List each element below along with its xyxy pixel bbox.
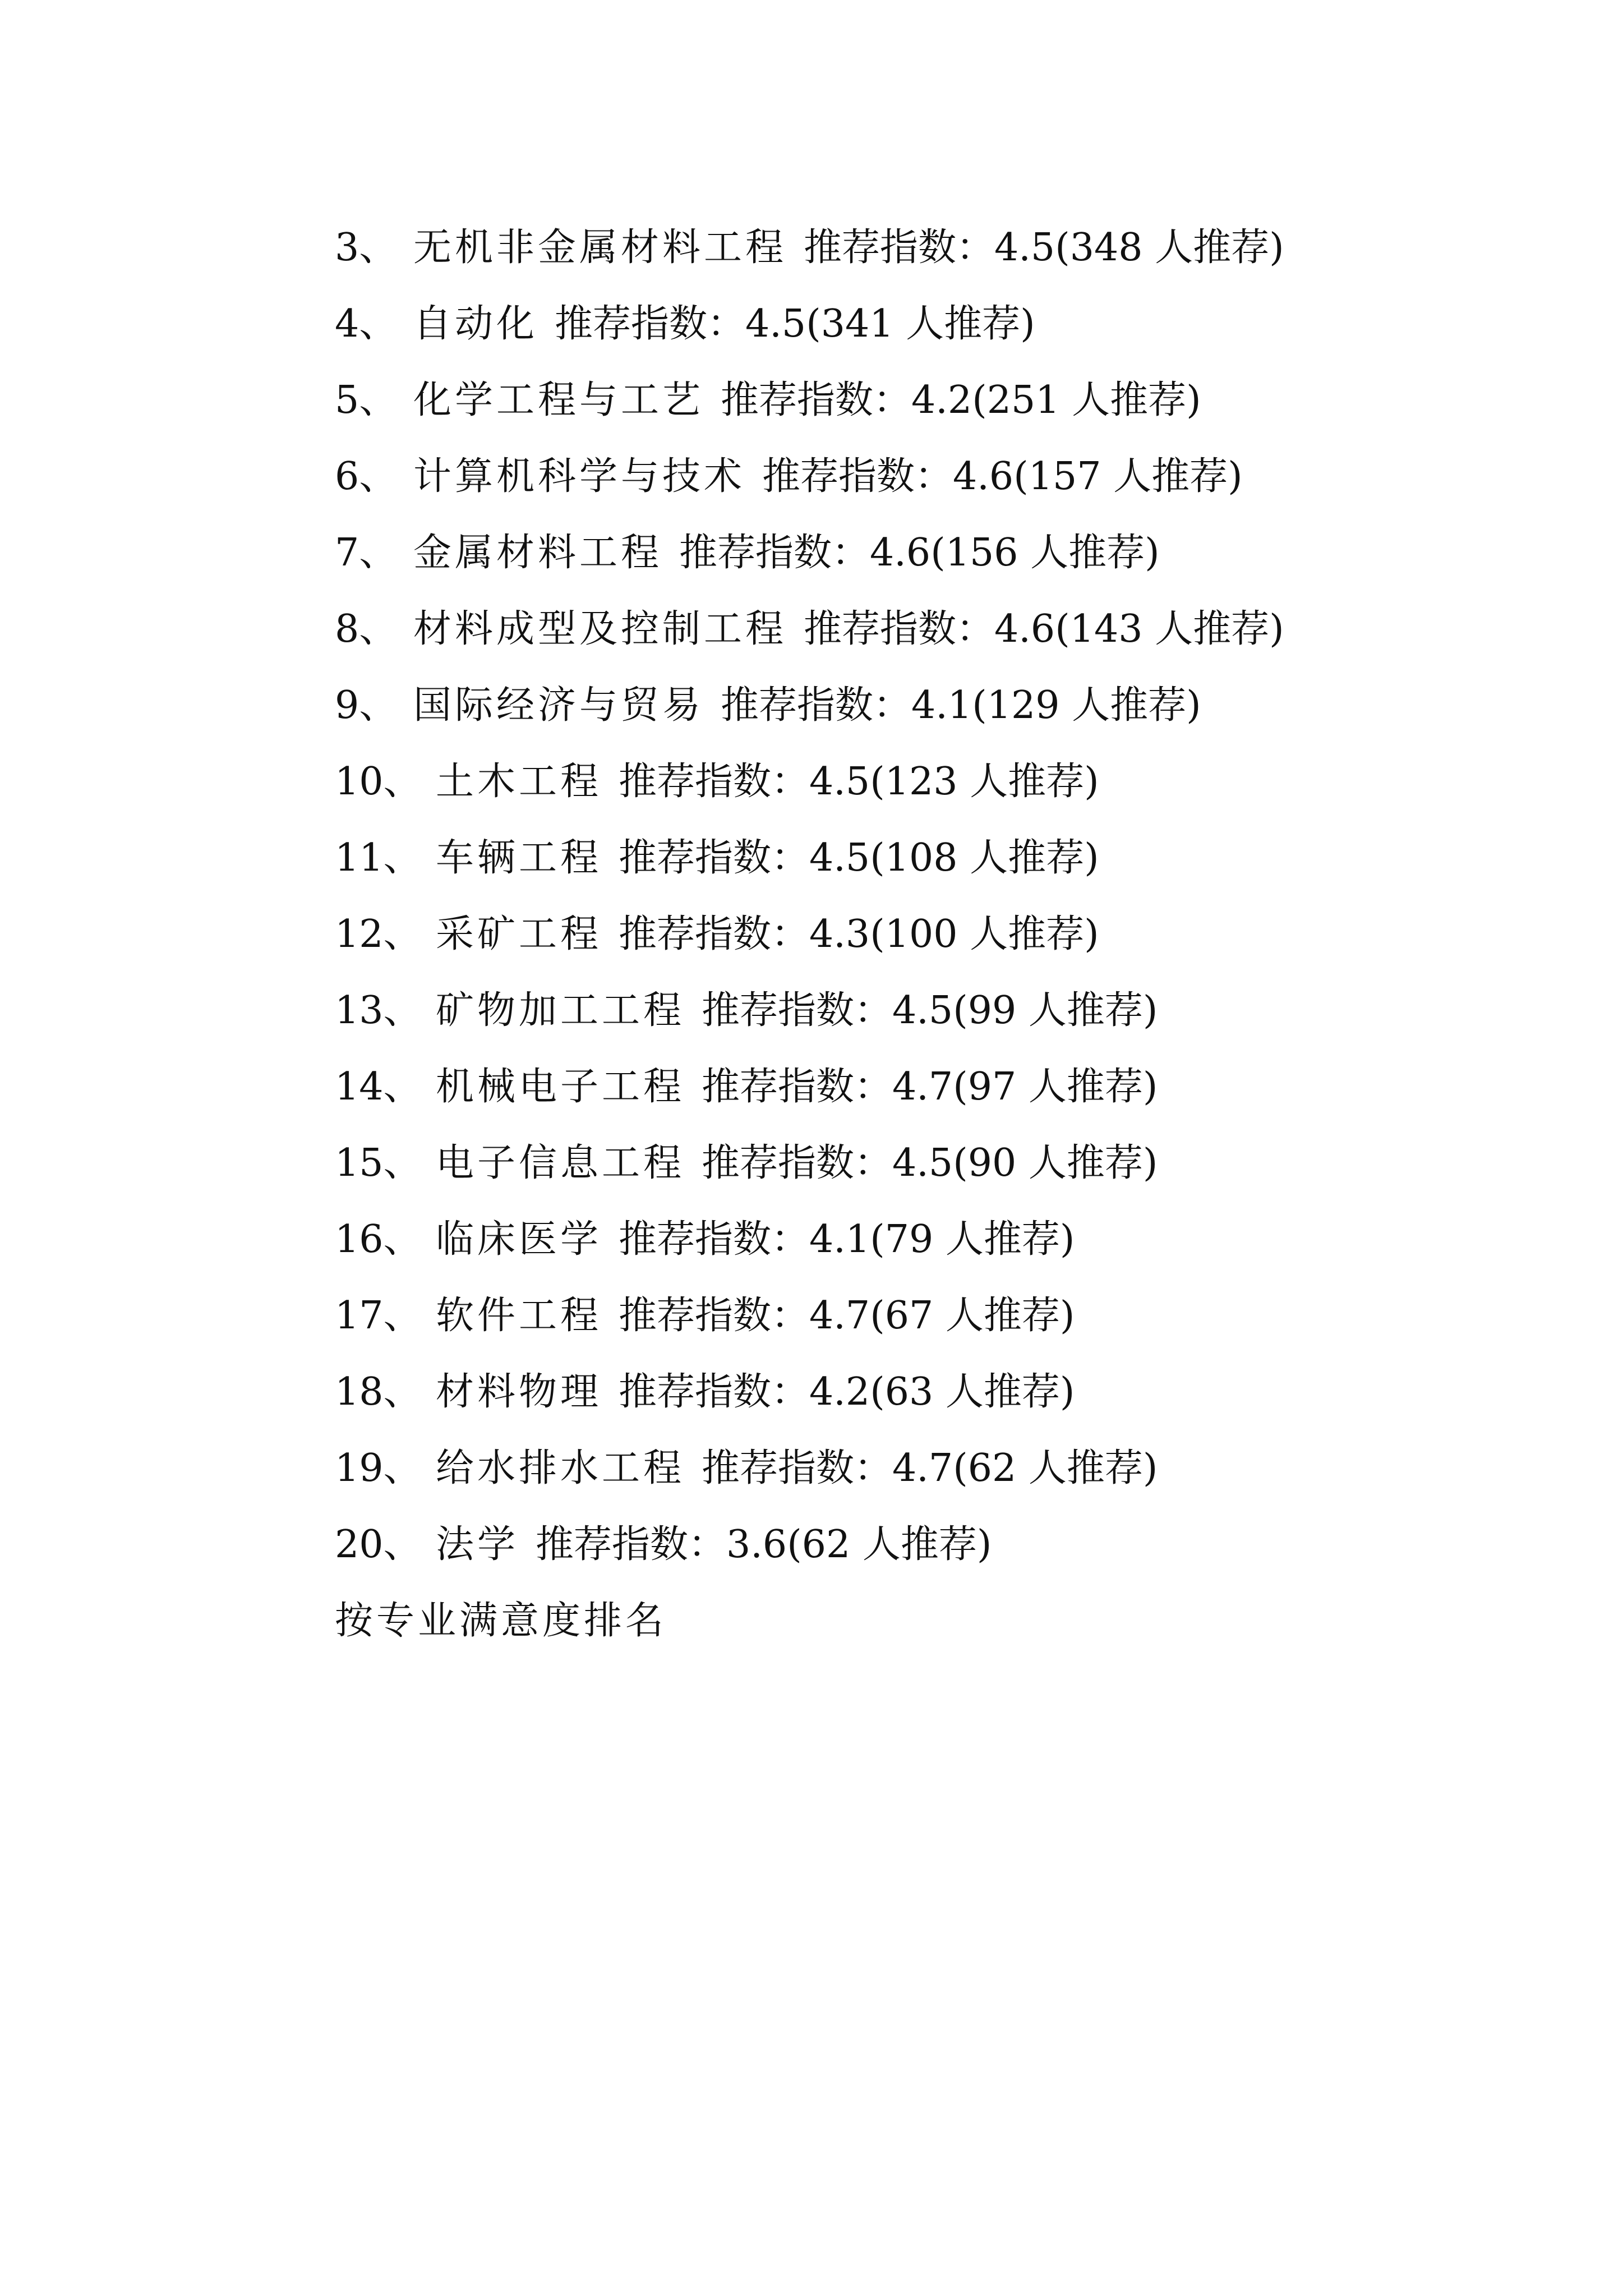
major-name: 临床医学 xyxy=(436,1217,602,1262)
item-number: 13、 xyxy=(335,988,422,1033)
recommend-label: 推荐指数： xyxy=(555,302,746,346)
list-item xyxy=(335,820,1484,896)
list-item xyxy=(335,1354,1484,1430)
major-name: 车辆工程 xyxy=(436,836,602,880)
major-ranking-list xyxy=(335,210,1484,1583)
recommend-score: 4.7 xyxy=(809,1294,870,1338)
item-number: 17、 xyxy=(335,1294,422,1338)
recommend-score: 4.5 xyxy=(892,988,953,1033)
major-name: 给水排水工程 xyxy=(436,1446,685,1490)
recommend-label: 推荐指数： xyxy=(702,1141,893,1185)
recommend-score: 4.7 xyxy=(892,1446,953,1490)
list-item xyxy=(335,1278,1484,1354)
item-number: 5、 xyxy=(335,378,398,422)
list-item xyxy=(335,439,1484,515)
recommend-label: 推荐指数： xyxy=(619,836,810,880)
major-name: 电子信息工程 xyxy=(436,1141,685,1185)
recommend-score: 4.7 xyxy=(892,1065,953,1109)
recommend-count: (79 人推荐) xyxy=(870,1217,1075,1262)
recommend-label: 推荐指数： xyxy=(702,1446,893,1490)
major-name: 土木工程 xyxy=(436,760,602,804)
item-number: 10、 xyxy=(335,760,422,804)
recommend-score: 4.5 xyxy=(809,760,870,804)
list-item xyxy=(335,973,1484,1049)
item-number: 4、 xyxy=(335,302,398,346)
recommend-score: 4.5 xyxy=(809,836,870,880)
recommend-label: 推荐指数： xyxy=(702,988,893,1033)
item-number: 19、 xyxy=(335,1446,422,1490)
item-number: 3、 xyxy=(335,226,398,270)
recommend-count: (251 人推荐) xyxy=(972,378,1201,422)
major-name: 材料物理 xyxy=(436,1370,602,1414)
recommend-score: 4.5 xyxy=(994,226,1055,270)
recommend-label: 推荐指数： xyxy=(702,1065,893,1109)
recommend-count: (123 人推荐) xyxy=(870,760,1099,804)
recommend-count: (99 人推荐) xyxy=(953,988,1158,1033)
list-item xyxy=(335,286,1484,362)
item-number: 9、 xyxy=(335,683,398,728)
item-number: 15、 xyxy=(335,1141,422,1185)
major-name: 化学工程与工艺 xyxy=(413,378,704,422)
recommend-score: 4.2 xyxy=(911,378,972,422)
recommend-score: 4.5 xyxy=(892,1141,953,1185)
recommend-label: 推荐指数： xyxy=(804,226,995,270)
major-name: 计算机科学与技术 xyxy=(413,454,746,499)
item-number: 12、 xyxy=(335,912,422,956)
recommend-count: (129 人推荐) xyxy=(972,683,1201,728)
item-number: 14、 xyxy=(335,1065,422,1109)
recommend-label: 推荐指数： xyxy=(619,912,810,956)
list-item xyxy=(335,1507,1484,1583)
recommend-label: 推荐指数： xyxy=(619,1217,810,1262)
major-name: 采矿工程 xyxy=(436,912,602,956)
item-number: 20、 xyxy=(335,1522,422,1567)
recommend-count: (100 人推荐) xyxy=(870,912,1099,956)
major-name: 金属材料工程 xyxy=(413,531,663,575)
list-item xyxy=(335,1049,1484,1125)
major-name: 材料成型及控制工程 xyxy=(413,607,787,651)
item-number: 7、 xyxy=(335,531,398,575)
list-item xyxy=(335,668,1484,744)
recommend-score: 4.6 xyxy=(994,607,1055,651)
item-number: 18、 xyxy=(335,1370,422,1414)
recommend-score: 3.6 xyxy=(726,1522,787,1567)
list-item xyxy=(335,744,1484,820)
recommend-count: (97 人推荐) xyxy=(953,1065,1158,1109)
list-item xyxy=(335,1430,1484,1507)
major-name: 自动化 xyxy=(413,302,538,346)
list-item xyxy=(335,896,1484,973)
list-item xyxy=(335,1202,1484,1278)
recommend-label: 推荐指数： xyxy=(536,1522,727,1567)
major-name: 无机非金属材料工程 xyxy=(413,226,787,270)
list-item xyxy=(335,591,1484,668)
recommend-label: 推荐指数： xyxy=(619,1370,810,1414)
recommend-label: 推荐指数： xyxy=(679,531,870,575)
list-item xyxy=(335,362,1484,439)
recommend-count: (157 人推荐) xyxy=(1013,454,1243,499)
recommend-score: 4.6 xyxy=(953,454,1014,499)
major-name: 机械电子工程 xyxy=(436,1065,685,1109)
recommend-score: 4.5 xyxy=(745,302,806,346)
recommend-label: 推荐指数： xyxy=(619,760,810,804)
recommend-label: 推荐指数： xyxy=(804,607,995,651)
recommend-score: 4.1 xyxy=(809,1217,870,1262)
recommend-count: (348 人推荐) xyxy=(1055,226,1284,270)
item-number: 8、 xyxy=(335,607,398,651)
recommend-label: 推荐指数： xyxy=(619,1294,810,1338)
recommend-label: 推荐指数： xyxy=(762,454,953,499)
recommend-label: 推荐指数： xyxy=(721,378,912,422)
recommend-count: (62 人推荐) xyxy=(787,1522,992,1567)
item-number: 6、 xyxy=(335,454,398,499)
recommend-count: (108 人推荐) xyxy=(870,836,1099,880)
recommend-score: 4.2 xyxy=(809,1370,870,1414)
recommend-score: 4.6 xyxy=(870,531,931,575)
recommend-count: (90 人推荐) xyxy=(953,1141,1158,1185)
list-item xyxy=(335,515,1484,591)
major-name: 法学 xyxy=(436,1522,519,1567)
major-name: 软件工程 xyxy=(436,1294,602,1338)
recommend-count: (67 人推荐) xyxy=(870,1294,1075,1338)
section-heading: 按专业满意度排名 xyxy=(335,1599,667,1643)
recommend-label: 推荐指数： xyxy=(721,683,912,728)
recommend-count: (341 人推荐) xyxy=(806,302,1035,346)
recommend-score: 4.3 xyxy=(809,912,870,956)
recommend-count: (62 人推荐) xyxy=(953,1446,1158,1490)
list-item xyxy=(335,210,1484,286)
item-number: 11、 xyxy=(335,836,422,880)
major-name: 矿物加工工程 xyxy=(436,988,685,1033)
list-item xyxy=(335,1125,1484,1202)
recommend-count: (156 人推荐) xyxy=(930,531,1160,575)
recommend-score: 4.1 xyxy=(911,683,972,728)
item-number: 16、 xyxy=(335,1217,422,1262)
recommend-count: (143 人推荐) xyxy=(1055,607,1284,651)
major-name: 国际经济与贸易 xyxy=(413,683,704,728)
recommend-count: (63 人推荐) xyxy=(870,1370,1075,1414)
